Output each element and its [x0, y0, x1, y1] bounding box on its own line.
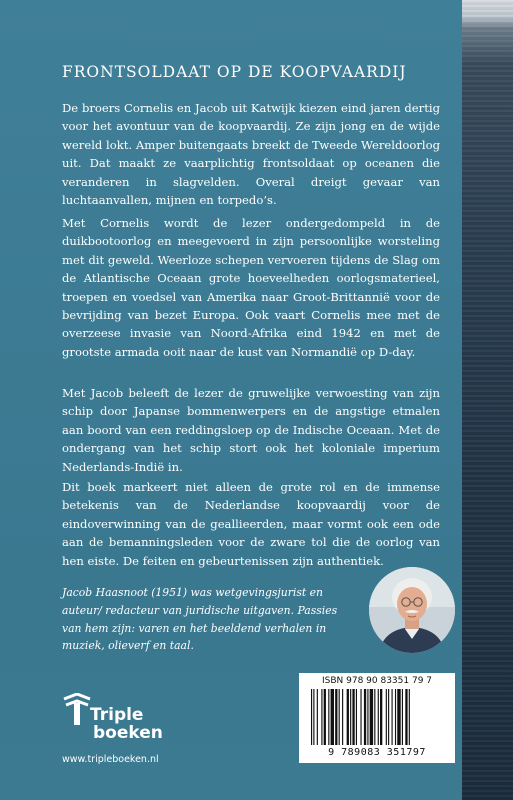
- barcode-bar: [311, 689, 312, 745]
- barcode-bar: [350, 689, 351, 745]
- barcode-bar: [364, 689, 366, 745]
- barcode-bar: [342, 689, 343, 745]
- barcode-bar: [370, 689, 373, 745]
- barcode-bar: [374, 689, 375, 745]
- barcode-bar: [402, 689, 403, 745]
- barcode-bar: [388, 689, 389, 745]
- barcode-bar: [339, 689, 340, 745]
- triple-t-icon: [62, 693, 92, 727]
- barcode-bar: [313, 689, 314, 745]
- barcode-bar: [360, 689, 361, 745]
- publisher-name-line2: boeken: [93, 723, 163, 743]
- publisher-url: www.tripleboeken.nl: [62, 754, 159, 765]
- sea-photo-strip: [462, 0, 513, 800]
- barcode-bar: [356, 689, 357, 745]
- barcode-bar: [395, 689, 396, 745]
- barcode-bar: [324, 689, 326, 745]
- barcode-bar: [321, 689, 322, 745]
- barcode-bar: [347, 689, 349, 745]
- blurb-paragraph-1: De broers Cornelis en Jacob uit Katwijk kiezen eind jaren dertig voor het avontuur van de koopvaardij. Ze zijn jong en de wijde wereld lokt. Amper buitengaats breekt de Tweede Wereldoorlog uit. Dat maakt ze vaarplichtig frontsoldaat op oceanen die veranderen in slagvelden. Overal dreigt gevaar van luchtaanvallen, mijnen en torpedo’s.: [62, 101, 440, 208]
- author-bio: Jacob Haasnoot (1951) was wetgevingsjurist en auteur/ redacteur van juridische uitgaven. Passies van hem zijn: varen en het beeldend verhalen in muziek, olieverf en taal.: [62, 586, 338, 653]
- book-title: FRONTSOLDAAT OP DE KOOPVAARDIJ: [62, 63, 407, 81]
- barcode-bar: [317, 689, 318, 745]
- barcode-bar: [328, 689, 329, 745]
- barcode-digits: 9 789083 351797: [328, 747, 426, 758]
- barcode-bar: [335, 689, 337, 745]
- barcode-bar: [380, 689, 382, 745]
- barcode-bar: [409, 689, 410, 745]
- barcode-bar: [397, 689, 400, 745]
- barcode-bar: [367, 689, 368, 745]
- blurb-paragraph-2: Met Cornelis wordt de lezer ondergedompeld in de duikbootoorlog en meegevoerd in zijn persoonlijke worsteling met dit geweld. Weerloze schepen vervoeren tijdens de Slag om de Atlantische Oceaan grote hoeveelheden oorlogsmaterieel, troepen en voedsel van Amerika naar Groot-Brittannië voor de bevrijding van bezet Europa. Ook vaart Cornelis mee met de overzeese invasie van Noord-Afrika eind 1942 en met de grootste armada ooit naar de kust van Normandië op D-day.: [62, 216, 440, 359]
- barcode-bar: [386, 689, 387, 745]
- barcode-bar: [378, 689, 379, 745]
- barcode-bar: [392, 689, 393, 745]
- publisher-logo: [62, 693, 192, 773]
- blurb-paragraph-3: Met Jacob beleeft de lezer de gruwelijke verwoesting van zijn schip door Japanse bommenwerpers en de angstige etmalen aan boord van een reddingsloep op de Indische Oceaan. Met de ondergang van het schip stort ook het koloniale imperium Nederlands-Indië in.: [62, 386, 440, 474]
- barcode-bars: [311, 689, 443, 747]
- barcode-bar: [331, 689, 334, 745]
- isbn-barcode: [299, 673, 455, 763]
- barcode-bar: [352, 689, 354, 745]
- blurb-paragraph-4: Dit boek markeert niet alleen de grote rol en de immense betekenis van de Nederlandse koopvaardij voor de eindoverwinning van de geallieerden, maar vormt ook een ode aan de bemanningsleden voor de zware tol die de oorlog van hen eiste. De feiten en gebeurtenissen zijn authentiek.: [62, 480, 440, 568]
- publisher-name-line1: Triple: [90, 705, 144, 725]
- barcode-bar: [405, 689, 407, 745]
- author-photo: [369, 567, 455, 653]
- isbn-label: ISBN 978 90 83351 79 7: [321, 676, 433, 686]
